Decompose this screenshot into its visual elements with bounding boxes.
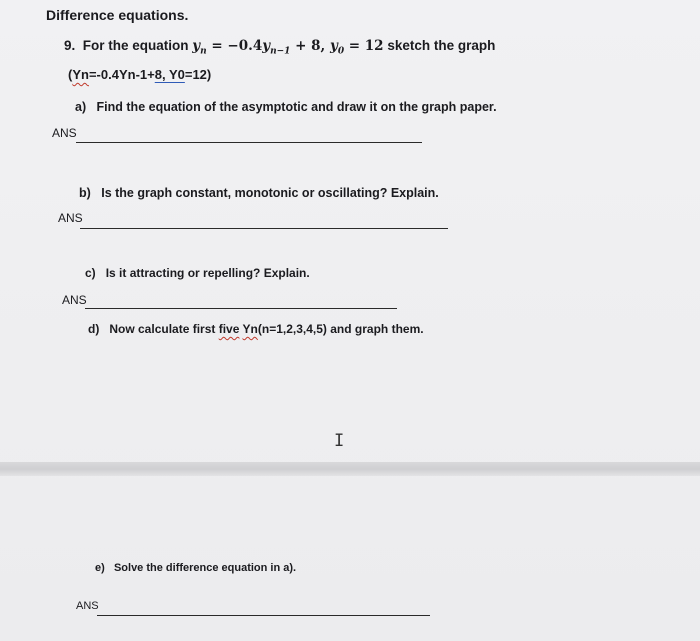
answer-label-c: ANS: [62, 293, 87, 307]
part-c: [85, 266, 310, 280]
worksheet-title: Difference equations.: [46, 7, 189, 23]
question-9-lead: For the equation: [82, 38, 189, 53]
answer-label-b: ANS: [58, 211, 83, 225]
part-a-text: Find the equation of the asymptotic and draw it on the graph paper.: [96, 100, 497, 114]
part-e-text: Solve the difference equation in a).: [113, 562, 297, 574]
part-e: [95, 562, 296, 574]
part-c-text: Is it attracting or repelling? Explain.: [105, 266, 310, 280]
answer-line-a[interactable]: [76, 142, 422, 143]
question-9-number: 9.: [64, 38, 76, 53]
answer-label-e: ANS: [76, 600, 99, 612]
question-9-tail: sketch the graph: [387, 38, 496, 53]
spellcheck-flag-yn-d: Yn: [242, 322, 258, 336]
spellcheck-flag-five: five: [218, 322, 240, 336]
part-b-text: Is the graph constant, monotonic or oscillating? Explain.: [101, 186, 439, 200]
part-e-label: e): [95, 562, 105, 574]
part-c-label: c): [85, 266, 96, 280]
question-9: [64, 38, 495, 57]
part-d-label: d): [88, 322, 100, 336]
part-a: [75, 100, 497, 114]
part-d: d) Now calculate first five Yn(n=1,2,3,4,5) and graph them.: [88, 322, 424, 336]
question-9-plain-equation: (Yn=-0.4Yn-1+8, Y0=12): [68, 67, 212, 82]
part-b-label: b): [79, 186, 91, 200]
answer-label-a: ANS: [52, 126, 77, 140]
text-cursor-icon: I: [334, 431, 345, 451]
part-a-label: a): [75, 100, 87, 114]
grammar-flag: 8, Y0: [154, 67, 185, 82]
answer-line-b[interactable]: [80, 228, 448, 229]
page-divider: [0, 462, 700, 476]
answer-line-c[interactable]: [85, 308, 397, 309]
spellcheck-flag-yn: Yn: [72, 67, 89, 82]
question-9-equation: $y_n = -0.4y_{n-1} + 8$, $y_0 = 12$: [192, 38, 384, 57]
part-b: [79, 186, 439, 200]
answer-line-e[interactable]: [97, 615, 430, 616]
